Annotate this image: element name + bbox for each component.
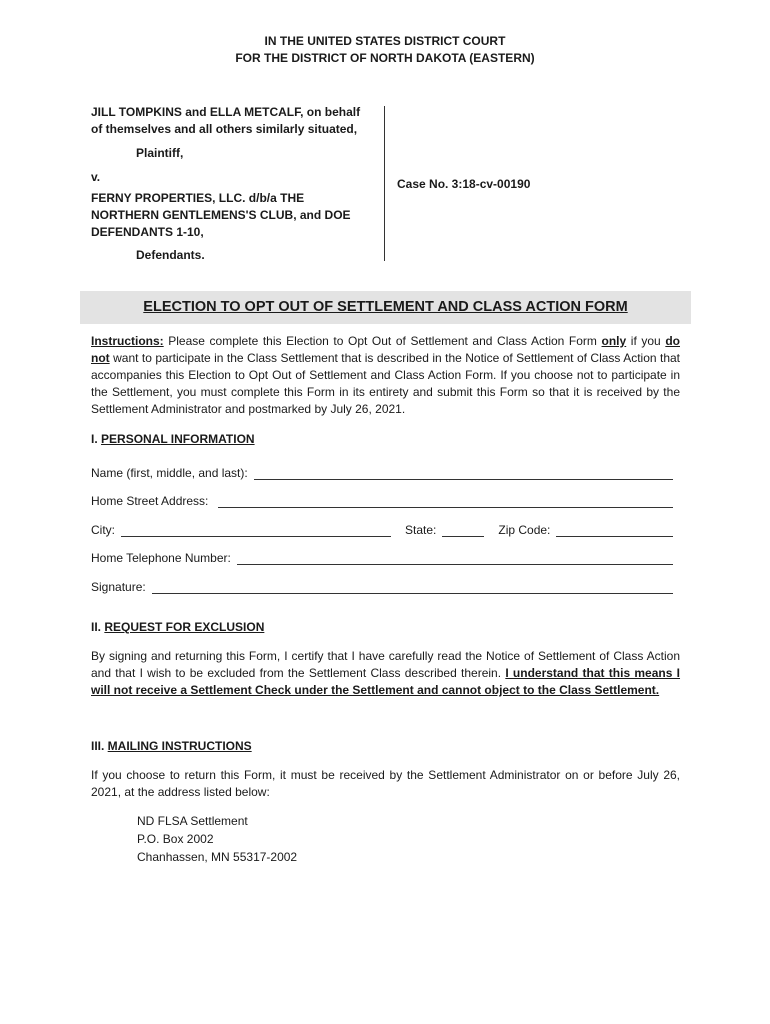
signature-label: Signature:: [91, 580, 146, 594]
section-3-heading: [91, 739, 252, 753]
name-label: Name (first, middle, and last):: [91, 466, 248, 480]
signature-field[interactable]: [91, 580, 673, 594]
exclusion-paragraph: [91, 648, 680, 699]
defendants-line-3: DEFENDANTS 1-10,: [91, 225, 204, 239]
section-1-number: I.: [91, 432, 102, 446]
instructions-only: only: [601, 334, 627, 348]
court-district: FOR THE DISTRICT OF NORTH DAKOTA (EASTERN): [235, 51, 535, 65]
street-address-field[interactable]: [91, 494, 673, 508]
section-1-heading: [91, 432, 255, 446]
form-title-banner: [80, 291, 691, 324]
court-name: IN THE UNITED STATES DISTRICT COURT: [264, 34, 506, 48]
mailing-address: [137, 812, 297, 866]
section-1-title: PERSONAL INFORMATION: [101, 432, 255, 446]
section-2-title: REQUEST FOR EXCLUSION: [104, 620, 265, 634]
zip-label: Zip Code:: [498, 523, 551, 537]
phone-label: Home Telephone Number:: [91, 551, 231, 565]
name-field[interactable]: [91, 466, 673, 480]
section-2-number: II.: [91, 620, 105, 634]
plaintiffs-line-2: of themselves and all others similarly situated,: [91, 122, 358, 136]
signature-line[interactable]: [152, 581, 673, 594]
court-header: [0, 33, 770, 67]
state-label: State:: [405, 523, 437, 537]
instructions-text-3: want to participate in the Class Settlement that is described in the Notice of Settlement of Class Action that accompanies this Election to Opt Out of Settlement and Class Action Form. If you choose not to participate in the Settlement, you must complete this Form in its entirety and submit this Form so that it is received by the Settlement Administrator and postmarked by July 26, 2021.: [91, 351, 680, 416]
instructions-text-1: Please complete this Election to Opt Out of Settlement and Class Action Form: [163, 334, 602, 348]
defendants-line-1: FERNY PROPERTIES, LLC. d/b/a THE: [91, 191, 305, 205]
section-3-number: III.: [91, 739, 108, 753]
instructions-label: Instructions:: [91, 334, 164, 348]
zip-line[interactable]: [556, 524, 673, 537]
form-title: ELECTION TO OPT OUT OF SETTLEMENT AND CLASS ACTION FORM: [143, 299, 628, 315]
case-number: Case No. 3:18-cv-00190: [397, 177, 531, 191]
instructions-paragraph: [91, 333, 680, 418]
address-line-1: ND FLSA Settlement: [137, 814, 248, 828]
mailing-paragraph: If you choose to return this Form, it must be received by the Settlement Administrator on or before July 26, 2021, at the address listed below:: [91, 768, 680, 799]
address-line-2: P.O. Box 2002: [137, 832, 214, 846]
city-state-zip-row: [91, 523, 673, 537]
caption-divider: [384, 106, 385, 261]
case-caption-parties: [91, 104, 381, 264]
phone-field[interactable]: [91, 551, 673, 565]
section-2-heading: [91, 620, 264, 634]
city-line[interactable]: [121, 524, 391, 537]
section-3-title: MAILING INSTRUCTIONS: [107, 739, 252, 753]
street-address-line[interactable]: [218, 495, 673, 508]
exclusion-bold-text: I understand that this means I will not receive a Settlement Check under the Settlement and cannot object to the Class Settlement.: [91, 666, 681, 697]
instructions-do-not: do not: [91, 334, 680, 365]
phone-line[interactable]: [237, 552, 673, 565]
street-address-label: Home Street Address:: [91, 494, 209, 508]
instructions-text-2: if you: [626, 334, 666, 348]
versus: v.: [91, 170, 101, 184]
name-line[interactable]: [254, 467, 673, 480]
defendant-role: Defendants.: [136, 248, 205, 262]
address-line-3: Chanhassen, MN 55317-2002: [137, 850, 298, 864]
plaintiff-role: Plaintiff,: [136, 146, 184, 160]
exclusion-text: By signing and returning this Form, I certify that I have carefully read the Notice of Settlement of Class Action and that I wish to be excluded from the Settlement Class described therein.: [91, 649, 680, 680]
defendants-line-2: NORTHERN GENTLEMENS'S CLUB, and DOE: [91, 208, 351, 222]
city-label: City:: [91, 523, 115, 537]
state-line[interactable]: [442, 524, 484, 537]
plaintiffs-line-1: JILL TOMPKINS and ELLA METCALF, on behalf: [91, 105, 361, 119]
